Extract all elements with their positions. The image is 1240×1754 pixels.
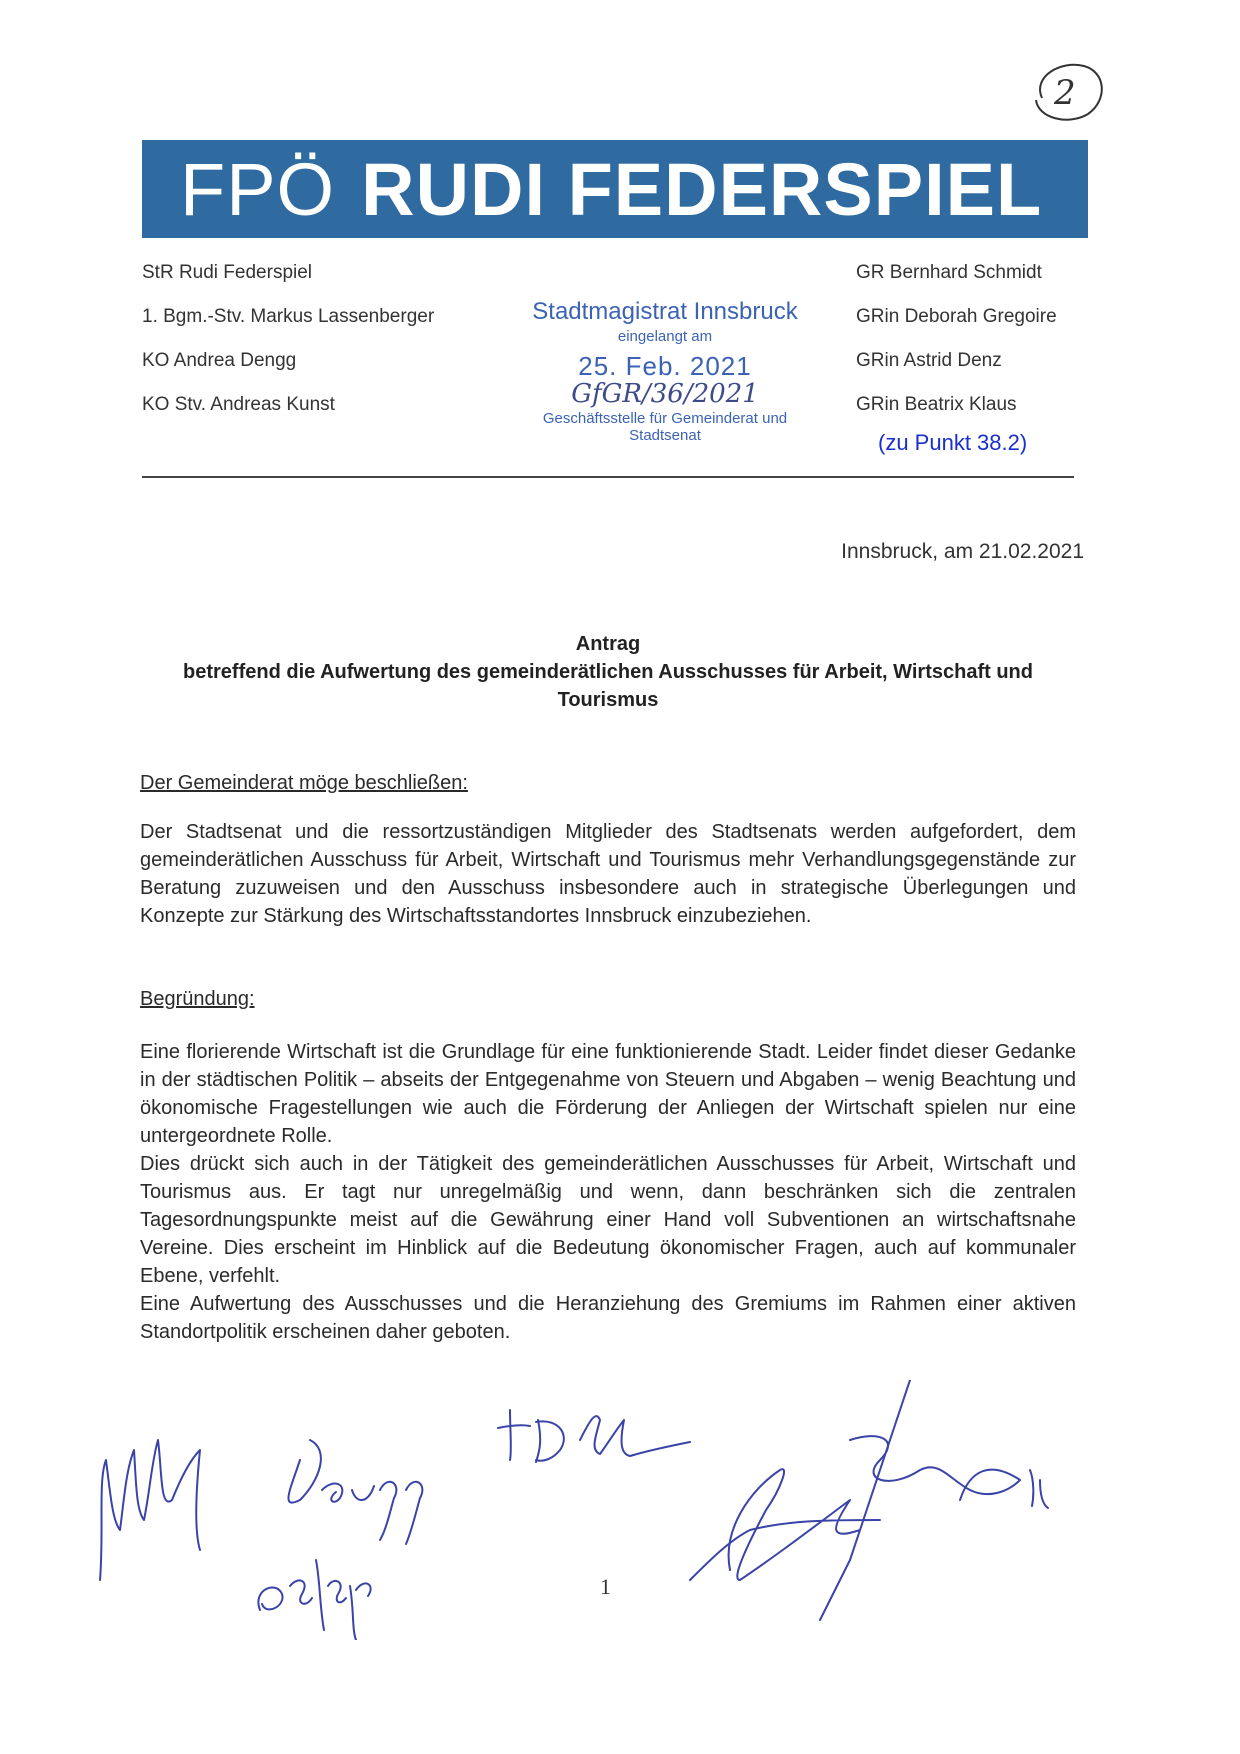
stamp-office: Geschäftsstelle für Gemeinderat und Stadtsenat bbox=[542, 410, 788, 444]
reason-heading: Begründung: bbox=[140, 988, 255, 1010]
reason-paragraph: Eine Aufwertung des Ausschusses und die Heranziehung des Gremiums im Rahmen einer aktiven Standortpolitik erscheinen daher geboten. bbox=[140, 1293, 1076, 1343]
page-number: 1 bbox=[600, 1574, 611, 1599]
signatures bbox=[90, 1380, 1150, 1640]
motion-heading: Der Gemeinderat möge beschließen: bbox=[140, 772, 468, 794]
header-divider bbox=[142, 476, 1074, 478]
reference-note: (zu Punkt 38.2) bbox=[878, 430, 1028, 455]
reason-text bbox=[140, 1038, 1076, 1346]
received-stamp bbox=[515, 298, 815, 444]
handwritten-number: 2 bbox=[1054, 73, 1076, 113]
signature-1 bbox=[100, 1440, 200, 1580]
stamp-date: 25. Feb. 2021 bbox=[578, 351, 752, 381]
member-name: GRin Deborah Gregoire bbox=[856, 306, 1057, 327]
banner-party: FPÖ bbox=[180, 147, 336, 231]
stamp-received-label: eingelangt am bbox=[617, 328, 713, 345]
member-name: GRin Astrid Denz bbox=[856, 350, 1002, 371]
signature-4 bbox=[498, 1410, 690, 1462]
reason-paragraph: Eine florierende Wirtschaft ist die Grundlage für eine funktionierende Stadt. Leider findet dieser Gedanke in der städtischen Politik – abseits der Entgegenahme von Steuern und Abgaben – wenig Beachtung und ökonomische Fragestellungen wie auch die Förderung der Anliegen der Wirtschaft spielen nur eine untergeordnete Rolle. bbox=[140, 1041, 1076, 1147]
motion-paragraph: Der Stadtsenat und die ressortzuständigen Mitglieder des Stadtsenats werden aufgefordert, dem gemeinderätlichen Ausschuss für Arbeit, Wirtschaft und Tourismus mehr Verhandlungsgegenstände zur Beratung zuzuweisen und den Ausschuss insbesondere auch in strategische Überlegungen und Konzepte zur Stärkung des Wirtschaftsstandortes Innsbruck einzubeziehen. bbox=[140, 821, 1076, 927]
party-banner bbox=[142, 140, 1088, 238]
place-date: Innsbruck, am 21.02.2021 bbox=[841, 540, 1084, 563]
reason-paragraph: Dies drückt sich auch in der Tätigkeit des gemeinderätlichen Ausschusses für Arbeit, Wirtschaft und Tourismus aus. Er tagt nur unregelmäßig und wenn, dann beschränken sich die zentralen Tagesordnungspunkte meist auf die Gewährung einer Hand voll Subventionen an wirtschaftsnahe Vereine. Dies erscheint im Hinblick auf die Bedeutung ökonomischer Fragen, auch auf kommunaler Ebene, verfehlt. bbox=[140, 1153, 1076, 1287]
member-name: StR Rudi Federspiel bbox=[142, 262, 313, 283]
member-name: KO Andrea Dengg bbox=[142, 350, 297, 371]
banner-name: RUDI FEDERSPIEL bbox=[361, 147, 1043, 231]
stamp-reference: GfGR/36/2021 bbox=[571, 379, 759, 409]
member-name: KO Stv. Andreas Kunst bbox=[142, 394, 335, 415]
document-title bbox=[142, 630, 1074, 714]
signature-2 bbox=[288, 1440, 422, 1544]
handwritten-circle-mark bbox=[1022, 56, 1112, 126]
member-name: GR Bernhard Schmidt bbox=[856, 262, 1042, 283]
member-name: 1. Bgm.-Stv. Markus Lassenberger bbox=[142, 306, 435, 327]
title-line-1: Antrag bbox=[575, 633, 641, 655]
title-line-2: betreffend die Aufwertung des gemeinderätlichen Ausschusses für Arbeit, Wirtschaft und Tourismus bbox=[183, 661, 1033, 711]
member-name: GRin Beatrix Klaus bbox=[856, 394, 1017, 415]
stamp-org: Stadtmagistrat Innsbruck bbox=[532, 298, 798, 325]
signature-3 bbox=[258, 1560, 370, 1640]
signature-5 bbox=[690, 1380, 1048, 1620]
motion-text bbox=[140, 818, 1076, 930]
